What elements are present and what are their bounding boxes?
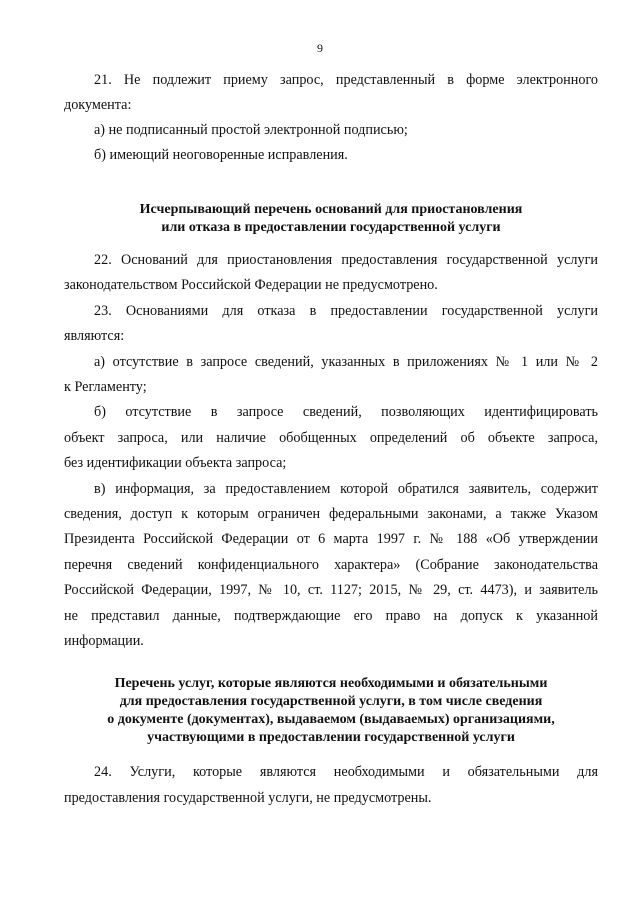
section-heading-required-services [64, 675, 598, 747]
heading1-line1: Исчерпывающий перечень оснований для приостановления [139, 202, 523, 217]
item-b-line3: без идентификации объекта запроса; [64, 455, 287, 472]
section-heading-grounds-refusal [64, 201, 598, 237]
paragraph-23-line2: являются: [64, 328, 125, 345]
paragraphs-22-23-block [64, 248, 598, 655]
item-a-line2: к Регламенту; [64, 379, 147, 396]
page-number: 9 [317, 41, 323, 55]
heading2-line3: о документе (документах), выдаваемом (выдаваемых) организациями, [107, 712, 555, 727]
item-b-line1: б) отсутствие в запросе сведений, позволяющих идентифицировать [94, 404, 598, 421]
item-a-line1: а) отсутствие в запросе сведений, указанных в приложениях № 1 или № 2 [94, 353, 598, 370]
heading1-line2: или отказа в предоставлении государственной услуги [161, 220, 501, 235]
item-v-line2: сведения, доступ к которым ограничен федеральными законами, а также Указом [64, 506, 598, 523]
paragraph-22-line2: законодательством Российской Федерации не предусмотрено. [64, 277, 438, 294]
item-v-line3: Президента Российской Федерации от 6 марта 1997 г. № 188 «Об утверждении [64, 531, 598, 548]
item-v-line7: информации. [64, 633, 144, 650]
heading2-line4: участвующими в предоставлении государственной услуги [147, 730, 515, 745]
item-v-line5: Российской Федерации, 1997, № 10, ст. 1127; 2015, № 29, ст. 4473), и заявитель [64, 582, 598, 599]
heading2-line2: для предоставления государственной услуги, в том числе сведения [119, 694, 543, 709]
paragraph-24-line1: 24. Услуги, которые являются необходимыми и обязательными для [94, 764, 598, 780]
paragraph-24-block [64, 759, 598, 811]
paragraph-23-line1: 23. Основаниями для отказа в предоставлении государственной услуги [94, 302, 598, 319]
heading2-line1: Перечень услуг, которые являются необходимыми и обязательными [114, 676, 548, 691]
item-v-line1: в) информация, за предоставлением которой обратился заявитель, содержит [94, 480, 598, 497]
paragraph-21-block [64, 68, 598, 168]
paragraph-21-item-b: б) имеющий неоговоренные исправления. [94, 147, 348, 163]
paragraph-21-item-a: а) не подписанный простой электронной подписью; [94, 122, 408, 138]
paragraph-22-line1: 22. Оснований для приостановления предоставления государственной услуги [94, 252, 598, 268]
paragraph-21-line1: 21. Не подлежит приему запрос, представленный в форме электронного [94, 72, 598, 88]
item-v-line6: не представил данные, подтверждающие его право на допуск к указанной [64, 607, 598, 624]
item-b-line2: объект запроса, или наличие обобщенных определений об объекте запроса, [64, 429, 598, 446]
paragraph-21-line2: документа: [64, 97, 132, 113]
paragraph-24-line2: предоставления государственной услуги, не предусмотрены. [64, 790, 432, 806]
item-v-line4: перечня сведений конфиденциального характера» (Собрание законодательства [64, 556, 598, 573]
